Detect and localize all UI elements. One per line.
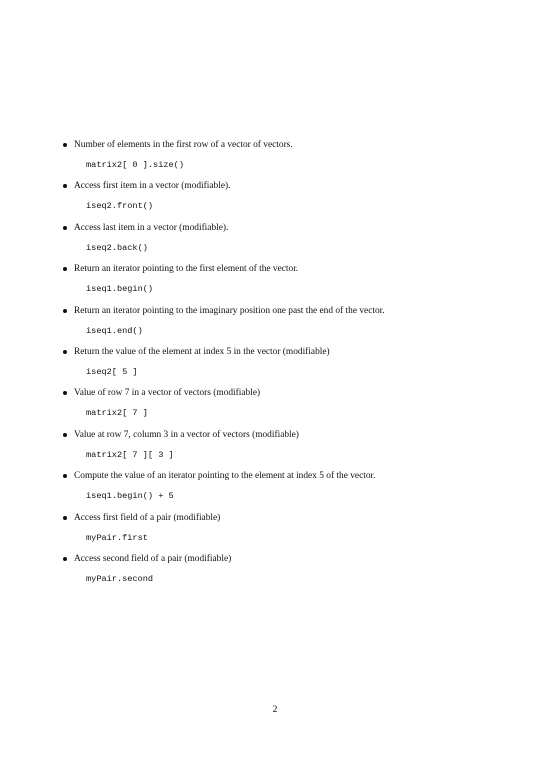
list-item: [63, 303, 493, 344]
bullet: [63, 350, 67, 354]
bullet: [63, 143, 67, 147]
item-description: Compute the value of an iterator pointing to the element at index 5 of the vector.: [74, 471, 376, 482]
item-description: Value at row 7, column 3 in a vector of vectors (modifiable): [74, 429, 299, 440]
item-code: matrix2[ 7 ][ 3 ]: [86, 449, 174, 460]
bullet: [63, 391, 67, 395]
item-description: Access last item in a vector (modifiable).: [74, 222, 229, 233]
item-description: Return an iterator pointing to the first element of the vector.: [74, 264, 299, 275]
bullet: [63, 309, 67, 313]
bullet: [63, 516, 67, 520]
bullet: [63, 184, 67, 188]
item-code: iseq2.front(): [86, 201, 154, 212]
bullet: [63, 226, 67, 230]
list-item: [63, 551, 493, 592]
item-code: iseq2.back(): [86, 242, 148, 253]
item-description: Access second field of a pair (modifiable): [74, 553, 232, 564]
list-item: [63, 427, 493, 468]
page-number: 2: [272, 704, 278, 715]
bullet: [63, 267, 67, 271]
item-code: matrix2[ 0 ].size(): [86, 160, 184, 170]
list-item: [63, 385, 493, 426]
item-description: Return the value of the element at index 5 in the vector (modifiable): [74, 346, 330, 357]
list-item: [63, 137, 493, 178]
list-item: [63, 220, 493, 261]
item-code: iseq2[ 5 ]: [86, 366, 138, 377]
item-code: myPair.second: [86, 573, 154, 584]
bullet: [63, 557, 67, 561]
item-description: Number of elements in the first row of a vector of vectors.: [74, 140, 293, 150]
item-description: Access first item in a vector (modifiable).: [74, 181, 231, 192]
item-code: iseq1.end(): [86, 325, 143, 336]
item-description: Access first field of a pair (modifiable): [74, 512, 221, 523]
list-item: [63, 468, 493, 509]
item-description: Return an iterator pointing to the imaginary position one past the end of the vector.: [74, 305, 385, 316]
list-item: [63, 344, 493, 385]
item-description: Value of row 7 in a vector of vectors (modifiable): [74, 388, 261, 399]
list-item: [63, 510, 493, 551]
list-item: [63, 178, 493, 219]
item-code: myPair.first: [86, 532, 148, 543]
item-list: [63, 137, 493, 592]
item-code: iseq1.begin(): [86, 284, 154, 295]
bullet: [63, 474, 67, 478]
item-code: iseq1.begin() + 5: [86, 491, 174, 502]
bullet: [63, 433, 67, 437]
list-item: [63, 261, 493, 302]
item-code: matrix2[ 7 ]: [86, 408, 148, 419]
